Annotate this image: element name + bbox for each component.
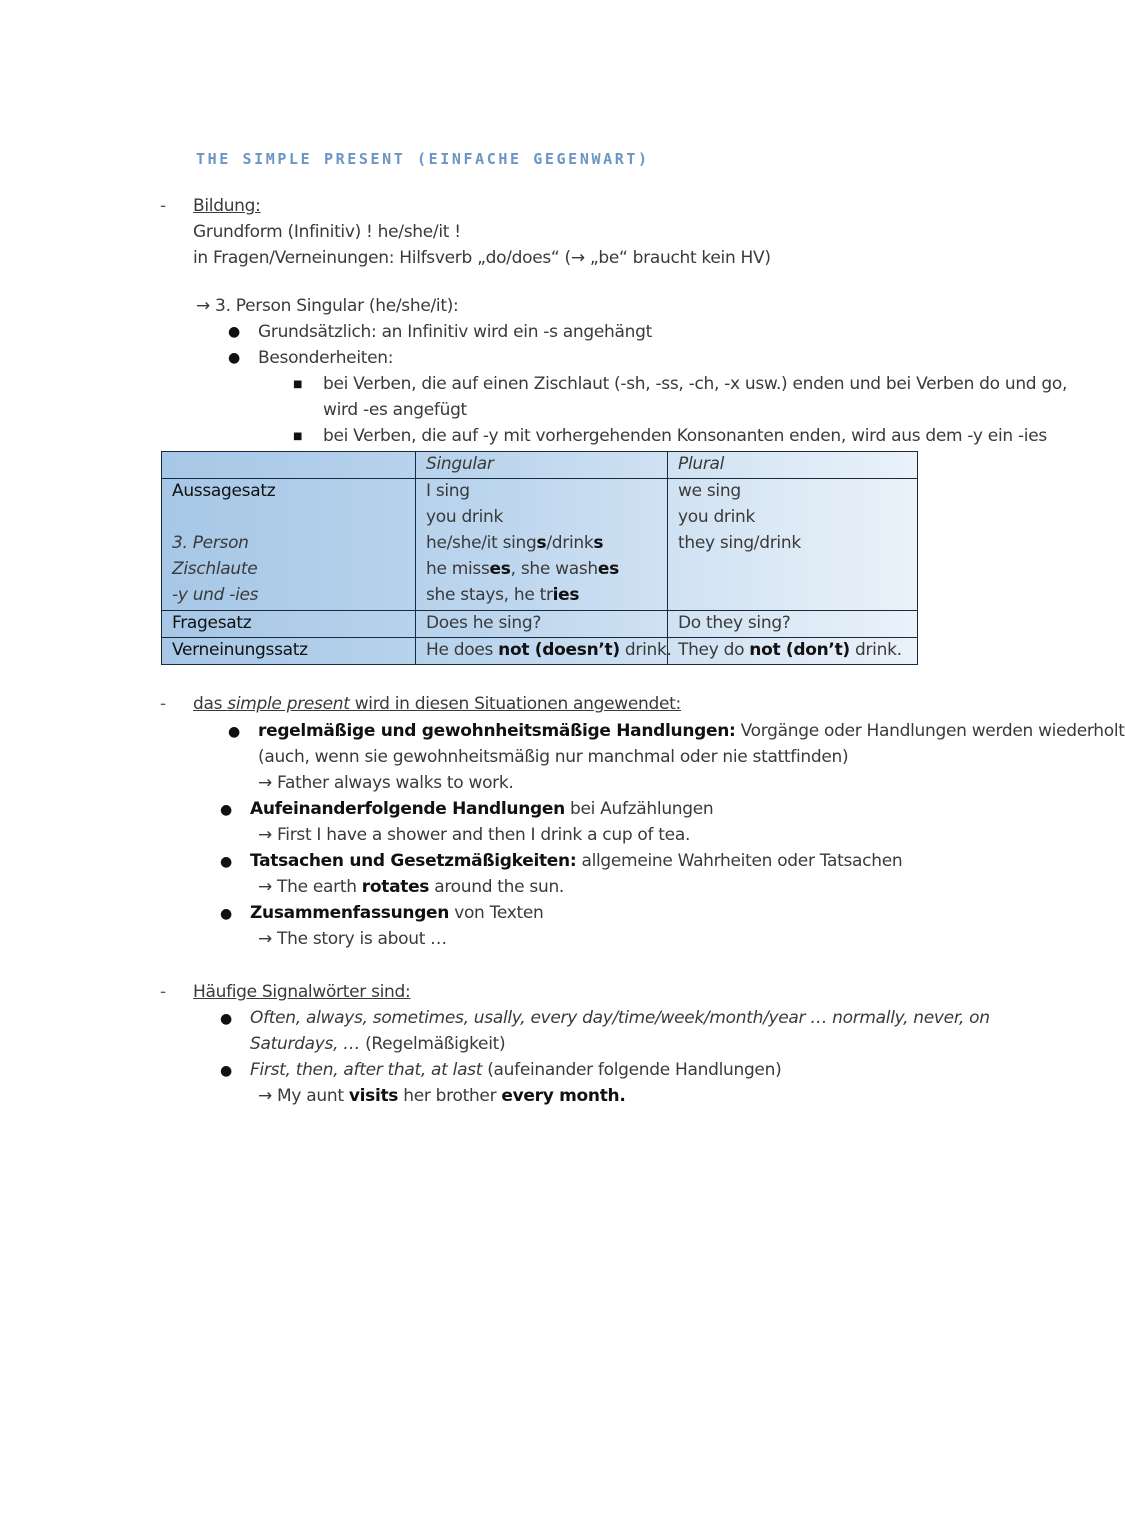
row-label-aussagesatz: Aussagesatz — [172, 481, 276, 501]
signal-example: → My aunt visits her brother every month. — [258, 1086, 626, 1106]
singular-frage-cell: Does he sing? — [426, 613, 542, 633]
bullet-icon: ● — [220, 854, 232, 870]
bullet-icon: ● — [220, 1011, 232, 1027]
bullet-icon: ● — [228, 324, 240, 340]
third-person-heading: → 3. Person Singular (he/she/it): — [196, 296, 459, 316]
page-title: THE SIMPLE PRESENT (EINFACHE GEGENWART) — [196, 150, 650, 168]
section-dash: - — [160, 982, 166, 1002]
usage-bullet-1: regelmäßige und gewohnheitsmäßige Handlungen: Vorgänge oder Handlungen werden wiederholt — [258, 721, 1125, 741]
usage-example-4: → The story is about … — [258, 929, 447, 949]
table-header-singular: Singular — [426, 454, 494, 474]
usage-heading: das simple present wird in diesen Situationen angewendet: — [193, 694, 681, 714]
bildung-heading: Bildung: — [193, 196, 261, 216]
usage-bullet-4: Zusammenfassungen von Texten — [250, 903, 544, 923]
plural-cell: you drink — [678, 507, 756, 527]
plural-verneinung-cell: They do not (don’t) drink. — [678, 640, 902, 660]
singular-cell: he/she/it sings/drinks — [426, 533, 604, 553]
singular-cell: you drink — [426, 507, 504, 527]
bildung-line-1: Grundform (Infinitiv) ! he/she/it ! — [193, 222, 461, 242]
signal-bullet-1: Often, always, sometimes, usally, every day/time/week/month/year … normally, never, on — [250, 1008, 990, 1028]
bildung-bullet-2: Besonderheiten: — [258, 348, 394, 368]
bildung-line-2: in Fragen/Verneinungen: Hilfsverb „do/does“ (→ „be“ braucht kein HV) — [193, 248, 771, 268]
singular-cell: he misses, she washes — [426, 559, 619, 579]
plural-cell: they sing/drink — [678, 533, 801, 553]
conjugation-table — [161, 451, 918, 665]
singular-cell: I sing — [426, 481, 470, 501]
signal-bullet-1-line-2: Saturdays, … (Regelmäßigkeit) — [250, 1034, 506, 1054]
singular-verneinung-cell: He does not (doesn’t) drink. — [426, 640, 672, 660]
sub-bullet-2: bei Verben, die auf -y mit vorhergehenden Konsonanten enden, wird aus dem -y ein -ies — [323, 426, 1047, 446]
row-label-3-person: 3. Person — [172, 533, 249, 553]
table-divider — [162, 610, 917, 611]
bullet-icon: ● — [220, 1063, 232, 1079]
table-header-plural: Plural — [678, 454, 725, 474]
bildung-bullet-1: Grundsätzlich: an Infinitiv wird ein -s angehängt — [258, 322, 652, 342]
table-divider — [162, 637, 917, 638]
table-divider — [162, 478, 917, 479]
bullet-icon: ● — [220, 802, 232, 818]
singular-cell: she stays, he tries — [426, 585, 580, 605]
bullet-icon: ● — [228, 350, 240, 366]
bullet-icon: ● — [228, 724, 240, 740]
row-label-verneinungssatz: Verneinungssatz — [172, 640, 308, 660]
plural-cell: we sing — [678, 481, 741, 501]
signal-bullet-2: First, then, after that, at last (aufeinander folgende Handlungen) — [250, 1060, 782, 1080]
usage-example-2: → First I have a shower and then I drink a cup of tea. — [258, 825, 691, 845]
usage-bullet-1-line-2: (auch, wenn sie gewohnheitsmäßig nur manchmal oder nie stattfinden) — [258, 747, 849, 767]
table-divider — [415, 452, 416, 664]
bullet-icon: ● — [220, 906, 232, 922]
row-label-zischlaute: Zischlaute — [172, 559, 258, 579]
sub-bullet-1-line-1: bei Verben, die auf einen Zischlaut (-sh, -ss, -ch, -x usw.) enden und bei Verben do und go, — [323, 374, 1068, 394]
row-label-y-ies: -y und -ies — [172, 585, 259, 605]
square-bullet-icon: ■ — [293, 379, 303, 390]
usage-bullet-3: Tatsachen und Gesetzmäßigkeiten: allgemeine Wahrheiten oder Tatsachen — [250, 851, 903, 871]
square-bullet-icon: ■ — [293, 431, 303, 442]
usage-example-3: → The earth rotates around the sun. — [258, 877, 565, 897]
section-dash: - — [160, 196, 166, 216]
signal-heading: Häufige Signalwörter sind: — [193, 982, 411, 1002]
row-label-fragesatz: Fragesatz — [172, 613, 252, 633]
plural-frage-cell: Do they sing? — [678, 613, 791, 633]
usage-example-1: → Father always walks to work. — [258, 773, 514, 793]
usage-bullet-2: Aufeinanderfolgende Handlungen bei Aufzählungen — [250, 799, 714, 819]
section-dash: - — [160, 694, 166, 714]
table-divider — [667, 452, 668, 664]
sub-bullet-1-line-2: wird -es angefügt — [323, 400, 467, 420]
